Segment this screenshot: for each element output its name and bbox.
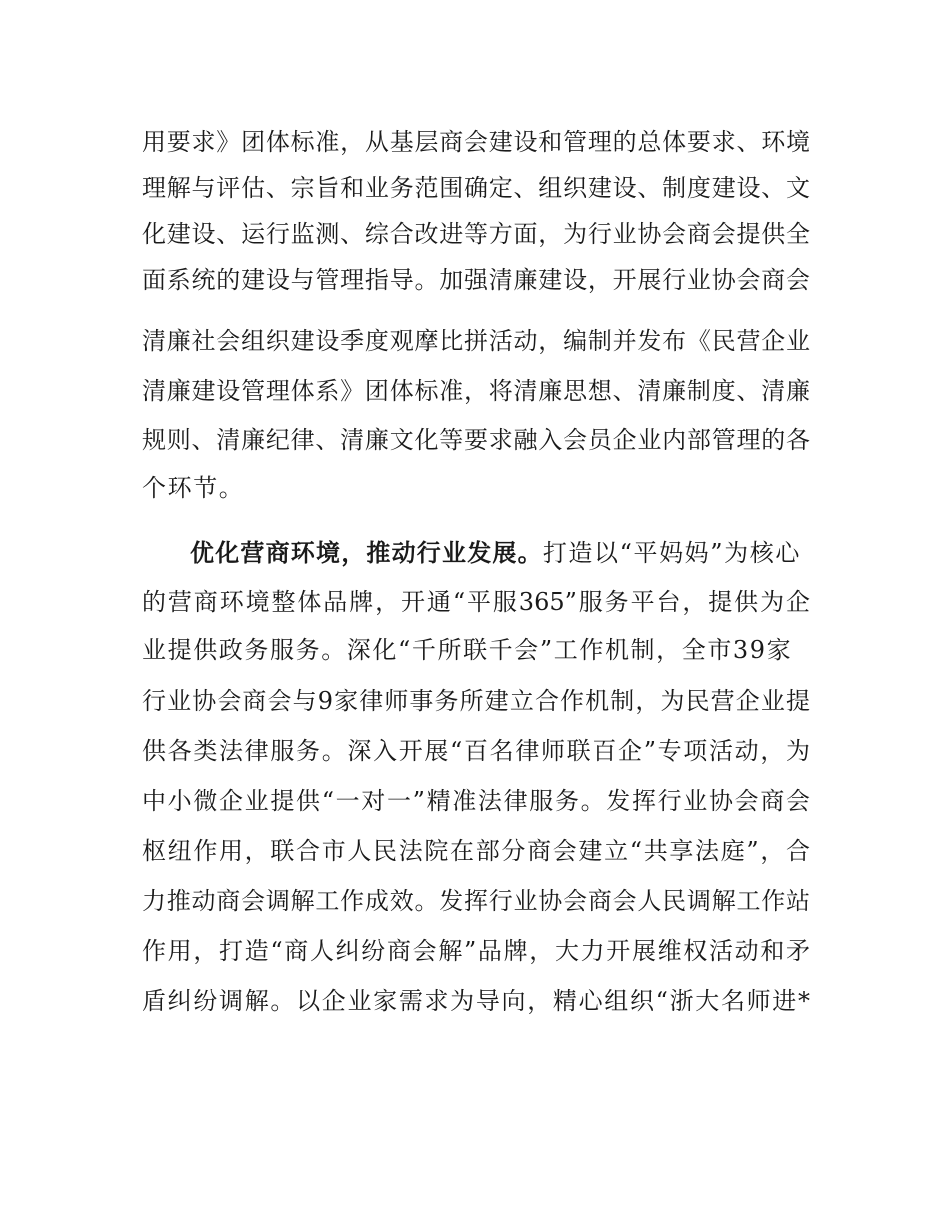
paragraph-line: 规则、清廉纪律、清廉文化等要求融入会员企业内部管理的各 — [142, 426, 810, 454]
paragraph-line: 清廉社会组织建设季度观摩比拼活动，编制并发布《民营企业 — [142, 327, 810, 355]
paragraph-line: 清廉建设管理体系》团体标准，将清廉思想、清廉制度、清廉 — [142, 377, 810, 405]
section-heading: 优化营商环境，推动行业发展。 — [190, 539, 543, 567]
paragraph-line: 化建设、运行监测、综合改进等方面，为行业协会商会提供全 — [142, 220, 810, 248]
paragraph-line: 中小微企业提供“一对一”精准法律服务。发挥行业协会商会 — [142, 787, 810, 815]
paragraph-line: 业提供政务服务。深化“千所联千会”工作机制，全市39家 — [142, 636, 793, 664]
paragraph-first-line — [190, 532, 810, 574]
paragraph-line: 作用，打造“商人纠纷商会解”品牌，大力开展维权活动和矛 — [142, 937, 810, 965]
paragraph-line: 供各类法律服务。深入开展“百名律师联百企”专项活动，为 — [142, 737, 810, 765]
paragraph-line: 的营商环境整体品牌，开通“平服365”服务平台，提供为企 — [142, 588, 810, 616]
paragraph-line: 行业协会商会与9家律师事务所建立合作机制，为民营企业提 — [142, 687, 810, 715]
paragraph-line: 面系统的建设与管理指导。加强清廉建设，开展行业协会商会 — [142, 266, 810, 294]
paragraph-text: 打造以“平妈妈”为核心 — [542, 539, 801, 567]
paragraph-line: 用要求》团体标准，从基层商会建设和管理的总体要求、环境 — [142, 128, 810, 156]
paragraph-line: 力推动商会调解工作成效。发挥行业协会商会人民调解工作站 — [142, 887, 810, 915]
paragraph-line: 个环节。 — [142, 474, 245, 502]
paragraph-line: 盾纠纷调解。以企业家需求为导向，精心组织“浙大名师进* — [142, 987, 810, 1015]
paragraph-line: 理解与评估、宗旨和业务范围确定、组织建设、制度建设、文 — [142, 174, 810, 202]
paragraph-line: 枢纽作用，联合市人民法院在部分商会建立“共享法庭”，合 — [142, 837, 810, 865]
